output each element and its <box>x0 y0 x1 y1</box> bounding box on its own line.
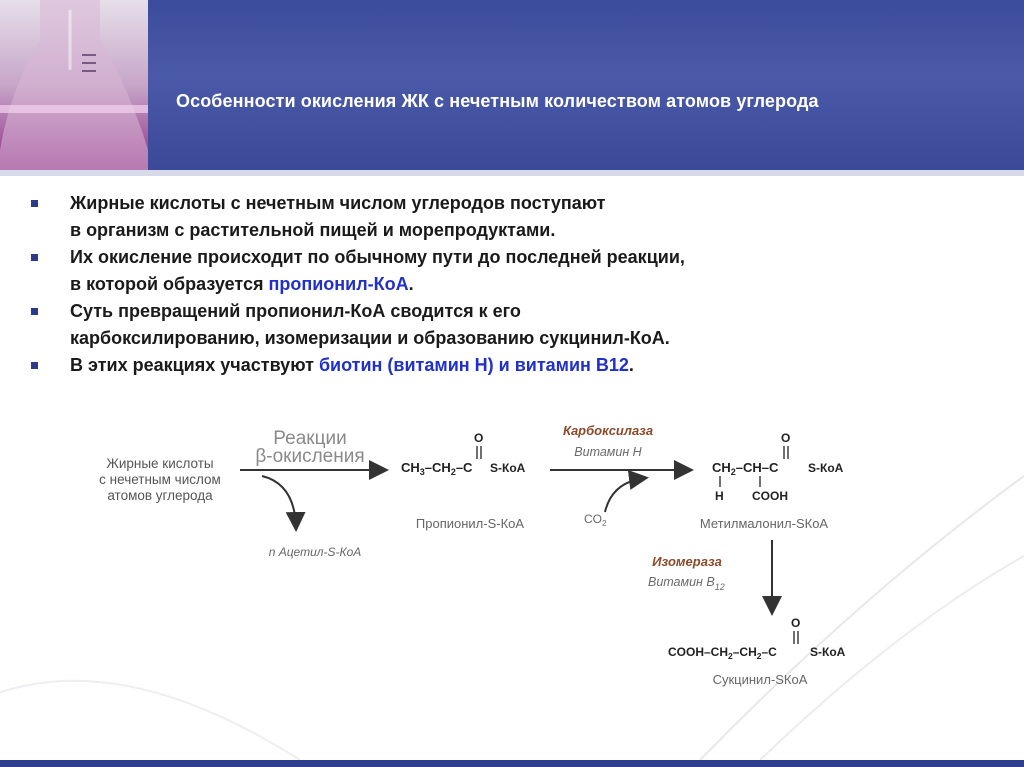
source-label-line: с нечетным числом <box>99 472 221 487</box>
bullet-line: Суть превращений пропионил-КоА сводится к его <box>70 301 521 321</box>
carboxylase-vitamin: Витамин Н <box>574 445 642 459</box>
footer-bar <box>0 760 1024 767</box>
methylmalonyl-formula: $CH_2-CH-C$ <box>712 460 779 477</box>
methylmalonyl-oxygen: O <box>781 431 791 445</box>
beta-label-line: Реакции <box>273 428 347 449</box>
highlight-propionyl: пропионил-КоА <box>268 274 409 294</box>
methylmalonyl-cooh: COOH <box>752 489 788 503</box>
source-label-line: Жирные кислоты <box>106 456 214 471</box>
succinyl-oxygen: O <box>791 616 801 630</box>
succinyl-formula: COOH–$CH_2-CH_2-C$ <box>668 645 777 661</box>
acetyl-label: n Ацетил-S-КоА <box>268 545 362 559</box>
punctuation: . <box>628 355 634 375</box>
methylmalonyl-name: Метилмалонил-SКоА <box>699 516 829 531</box>
isomerase-enzyme: Изомераза <box>652 554 722 569</box>
acetyl-branch-arrow <box>262 476 296 528</box>
propionyl-oxygen: O <box>474 431 484 445</box>
bullet-line: карбоксилированию, изомеризации и образованию сукцинил-КоА. <box>70 328 670 348</box>
source-label-line: атомов углерода <box>107 488 213 503</box>
propionyl-koa: S-КоА <box>490 461 526 475</box>
beta-label-line: β-окисления <box>255 446 365 467</box>
bullet-line: Их окисление происходит по обычному пути до последней реакции, <box>70 247 685 267</box>
succinyl-name: Сукцинил-SКоА <box>712 672 808 687</box>
bullet-line: В этих реакциях участвуют <box>70 355 319 375</box>
slide-title: Особенности окисления ЖК с нечетным количеством атомов углерода <box>176 91 819 111</box>
co2-input-arrow <box>605 478 645 512</box>
highlight-vitamins: биотин (витамин Н) и витамин В12 <box>318 355 629 375</box>
methylmalonyl-h: H <box>715 489 724 503</box>
propionyl-name: Пропионил-S-КоА <box>415 516 525 531</box>
succinyl-koa: S-КоА <box>810 645 846 659</box>
bullet-line: в организм с растительной пищей и морепродуктами. <box>70 220 556 240</box>
propionyl-formula: $CH_3-CH_2-C$ <box>401 460 473 477</box>
punctuation: . <box>408 274 414 294</box>
co2-label: $CO_2$ <box>584 512 607 528</box>
carboxylase-enzyme: Карбоксилаза <box>562 423 654 438</box>
bullet-line: Жирные кислоты с нечетным числом углеродов поступают <box>70 193 606 213</box>
bullet-line: в которой образуется <box>70 274 269 294</box>
methylmalonyl-koa: S-КоА <box>808 461 844 475</box>
isomerase-vitamin: Витамин $В_{12}$ <box>648 575 725 592</box>
